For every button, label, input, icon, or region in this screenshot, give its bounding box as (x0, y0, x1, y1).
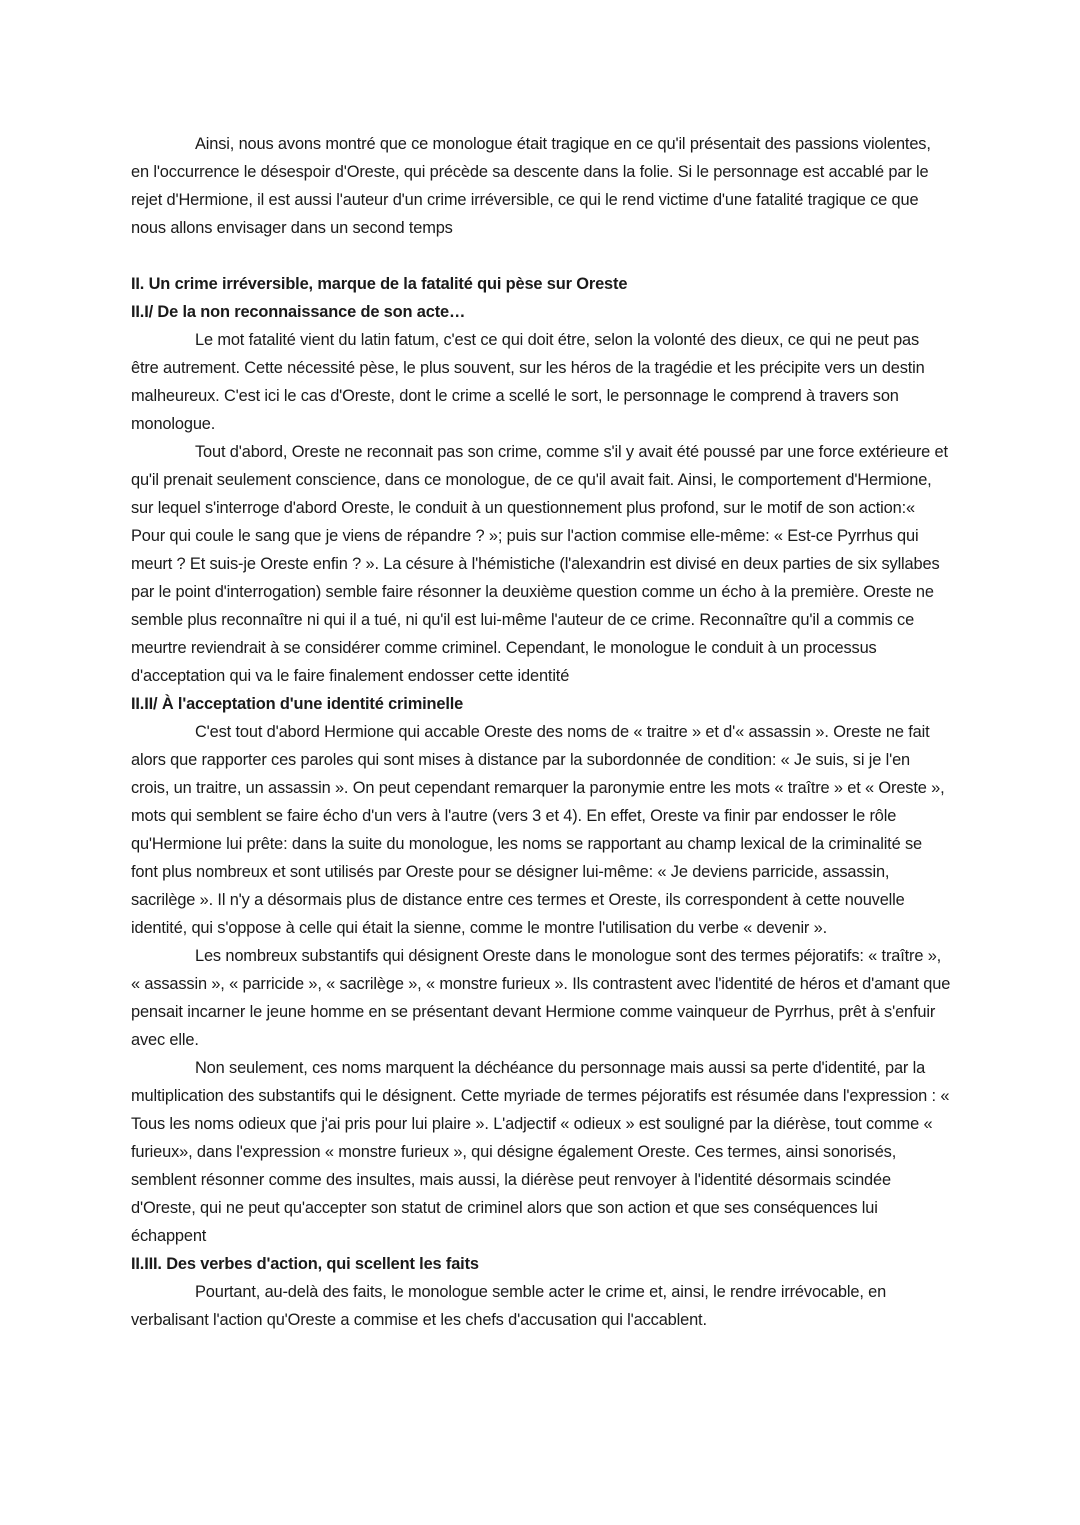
subsection-II-II-heading: II.II/ À l'acceptation d'une identité criminelle (131, 695, 464, 713)
subsection-II-III-heading: II.III. Des verbes d'action, qui scellent les faits (131, 1255, 479, 1273)
section-spacer (131, 242, 951, 270)
subsection-II-I-heading: II.I/ De la non reconnaissance de son acte… (131, 303, 466, 321)
intro-conclusion-paragraph: Ainsi, nous avons montré que ce monologue était tragique en ce qu'il présentait des passions violentes, en l'occurrence le désespoir d'Oreste, qui précède sa descente dans la folie. Si le personnage est accablé par le rejet d'Hermione, il est aussi l'auteur d'un crime irréversible, ce qui le rend victime d'une fatalité tragique ce que nous allons envisager dans un second temps (131, 135, 931, 237)
document-page (131, 130, 951, 1334)
paragraph: Pourtant, au-delà des faits, le monologue semble acter le crime et, ainsi, le rendre irrévocable, en verbalisant l'action qu'Oreste a commise et les chefs d'accusation qui l'accablent. (131, 1283, 887, 1329)
paragraph: Le mot fatalité vient du latin fatum, c'est ce qui doit étre, selon la volonté des dieux, ce qui ne peut pas être autrement. Cette nécessité pèse, le plus souvent, sur les héros de la tragédie et les précipite vers un destin malheureux. C'est ici le cas d'Oreste, dont le crime a scellé le sort, le personnage le comprend à travers son monologue. (131, 331, 925, 433)
paragraph: C'est tout d'abord Hermione qui accable Oreste des noms de « traitre » et d'« assassin ». Oreste ne fait alors que rapporter ces paroles qui sont mises à distance par la subordonnée de condition: « Je suis, si je l'en crois, un traitre, un assassin ». On peut cependant remarquer la paronymie entre les mots « traître » et « Oreste », mots qui semblent se faire écho d'un vers à l'autre (vers 3 et 4). En effet, Oreste va finir par endosser le rôle qu'Hermione lui prête: dans la suite du monologue, les noms se rapportant au champ lexical de la criminalité se font plus nombreux et sont utilisés par Oreste pour se désigner lui-même: « Je deviens parricide, assassin, sacrilège ». Il n'y a désormais plus de distance entre ces termes et Oreste, ils correspondent à cette nouvelle identité, qui s'oppose à celle qui était la sienne, comme le montre l'utilisation du verbe « devenir ». (131, 723, 945, 937)
section-II-heading: II. Un crime irréversible, marque de la fatalité qui pèse sur Oreste (131, 275, 628, 293)
paragraph: Les nombreux substantifs qui désignent Oreste dans le monologue sont des termes péjoratifs: « traître », « assassin », « parricide », « sacrilège », « monstre furieux ». Ils contrastent avec l'identité de héros et d'amant que pensait incarner le jeune homme en se présentant devant Hermione comme vainqueur de Pyrrhus, prêt à s'enfuir avec elle. (131, 947, 951, 1049)
paragraph: Tout d'abord, Oreste ne reconnait pas son crime, comme s'il y avait été poussé par une force extérieure et qu'il prenait seulement conscience, dans ce monologue, de ce qu'il avait fait. Ainsi, le comportement d'Hermione, sur lequel s'interroge d'abord Oreste, le conduit à un questionnement plus profond, sur le motif de son action:« Pour qui coule le sang que je viens de répandre ? »; puis sur l'action commise elle-même: « Est-ce Pyrrhus qui meurt ? Et suis-je Oreste enfin ? ». La césure à l'hémistiche (l'alexandrin est divisé en deux parties de six syllabes par le point d'interrogation) semble faire résonner la deuxième question comme un écho à la première. Oreste ne semble plus reconnaître ni qui il a tué, ni qu'il est lui-même l'auteur de ce crime. Reconnaître qu'il a commis ce meurtre reviendrait à se considérer comme criminel. Cependant, le monologue le conduit à un processus d'acceptation qui va le faire finalement endosser cette identité (131, 443, 948, 685)
paragraph: Non seulement, ces noms marquent la déchéance du personnage mais aussi sa perte d'identité, par la multiplication des substantifs qui le désignent. Cette myriade de termes péjoratifs est résumée dans l'expression : « Tous les noms odieux que j'ai pris pour lui plaire ». L'adjectif « odieux » est souligné par la diérèse, tout comme « furieux», dans l'expression « monstre furieux », qui désigne également Oreste. Ces termes, ainsi sonorisés, semblent résonner comme des insultes, mais aussi, la diérèse peut renvoyer à l'identité désormais scindée d'Oreste, qui ne peut qu'accepter son statut de criminel alors que son action et que ses conséquences lui échappent (131, 1059, 950, 1245)
